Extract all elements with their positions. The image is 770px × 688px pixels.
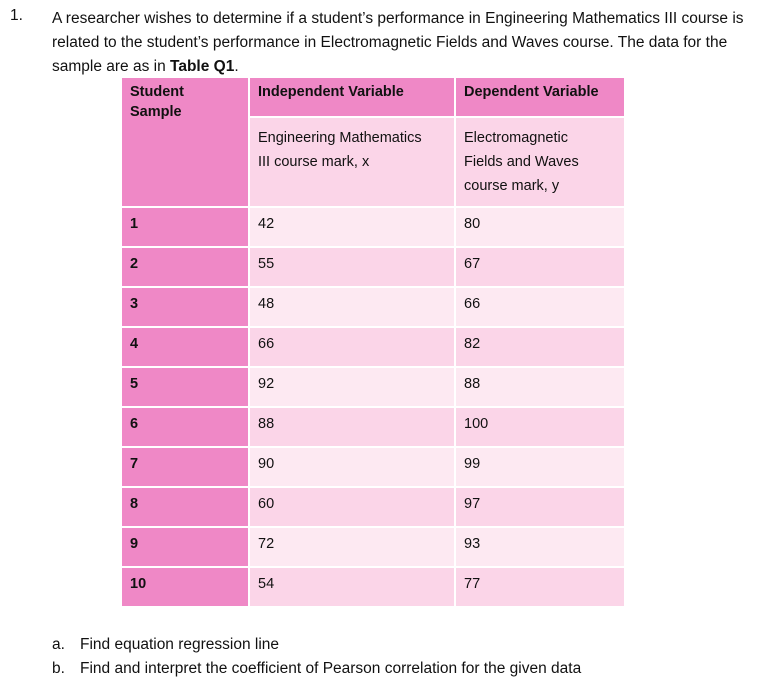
table-row <box>122 446 624 486</box>
table-row <box>122 526 624 566</box>
table-row <box>122 326 624 366</box>
y-value-cell: 97 <box>454 486 624 526</box>
table-row <box>122 566 624 606</box>
data-table <box>122 78 624 606</box>
question-text <box>52 7 752 79</box>
header-student-line2: Sample <box>130 104 182 120</box>
table-row <box>122 286 624 326</box>
y-value-cell: 99 <box>454 446 624 486</box>
student-sample-cell: 4 <box>122 326 248 366</box>
x-value-cell: 90 <box>248 446 454 486</box>
x-value-cell: 42 <box>248 206 454 246</box>
y-value-cell: 66 <box>454 286 624 326</box>
y-value-cell: 100 <box>454 406 624 446</box>
subheader-x <box>248 116 454 206</box>
y-value-cell: 93 <box>454 526 624 566</box>
x-value-cell: 88 <box>248 406 454 446</box>
subquestion-b-label: b. <box>52 660 65 677</box>
y-value-cell: 77 <box>454 566 624 606</box>
header-independent-variable: Independent Variable <box>248 78 454 116</box>
x-value-cell: 54 <box>248 566 454 606</box>
y-value-cell: 80 <box>454 206 624 246</box>
subquestion-a <box>52 636 279 654</box>
subquestion-a-text: Find equation regression line <box>80 636 280 653</box>
x-value-cell: 66 <box>248 326 454 366</box>
x-value-cell: 60 <box>248 486 454 526</box>
subheader-y-line2: Fields and Waves <box>464 153 579 170</box>
subheader-y <box>454 116 624 206</box>
question-text-part-1: A researcher wishes to determine if a student’s performance in Engineering Mathematics III course is related to the student’s performance in Electromagnetic Fields and Waves course. The data for the sample are as in <box>52 10 744 75</box>
table-row <box>122 406 624 446</box>
y-value-cell: 82 <box>454 326 624 366</box>
question-text-part-3: . <box>234 58 239 75</box>
y-value-cell: 67 <box>454 246 624 286</box>
table-body <box>122 206 624 606</box>
table-header-row <box>122 78 624 116</box>
student-sample-cell: 8 <box>122 486 248 526</box>
subquestion-b-text: Find and interpret the coefficient of Pearson correlation for the given data <box>80 660 582 677</box>
student-sample-cell: 2 <box>122 246 248 286</box>
question-number: 1. <box>10 7 23 24</box>
x-value-cell: 55 <box>248 246 454 286</box>
subquestion-a-label: a. <box>52 636 65 653</box>
header-student-line1: Student <box>130 84 184 100</box>
student-sample-cell: 6 <box>122 406 248 446</box>
x-value-cell: 72 <box>248 526 454 566</box>
student-sample-cell: 10 <box>122 566 248 606</box>
table-row <box>122 246 624 286</box>
student-sample-cell: 5 <box>122 366 248 406</box>
student-sample-cell: 7 <box>122 446 248 486</box>
subheader-x-line2: III course mark, x <box>258 153 370 170</box>
header-dependent-variable: Dependent Variable <box>454 78 624 116</box>
x-value-cell: 92 <box>248 366 454 406</box>
subheader-x-line1: Engineering Mathematics <box>258 129 422 146</box>
subheader-y-line3: course mark, y <box>464 177 560 194</box>
student-sample-cell: 3 <box>122 286 248 326</box>
student-sample-cell: 9 <box>122 526 248 566</box>
x-value-cell: 48 <box>248 286 454 326</box>
table-row <box>122 486 624 526</box>
subheader-y-line1: Electromagnetic <box>464 129 568 146</box>
header-student-sample <box>122 78 248 206</box>
table-row <box>122 206 624 246</box>
y-value-cell: 88 <box>454 366 624 406</box>
student-sample-cell: 1 <box>122 206 248 246</box>
table-row <box>122 366 624 406</box>
subquestion-b <box>52 660 581 678</box>
table-reference: Table Q1 <box>170 58 235 75</box>
